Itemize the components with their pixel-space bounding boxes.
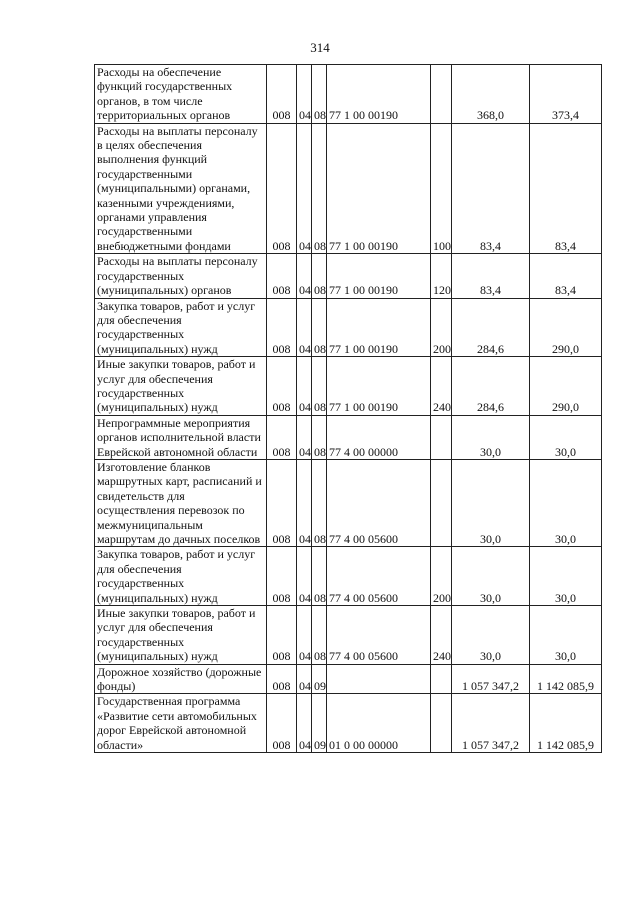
row-amount-year2: 1 142 085,9	[530, 694, 602, 753]
row-section-code: 04	[297, 65, 312, 124]
row-amount-year2: 290,0	[530, 298, 602, 357]
table-row	[95, 459, 602, 546]
row-name: Закупка товаров, работ и услуг для обеспечения государственных (муниципальных) нужд	[95, 547, 267, 606]
row-section-code: 04	[297, 357, 312, 416]
row-target-article: 77 4 00 00000	[327, 415, 431, 459]
row-section-code: 04	[297, 415, 312, 459]
row-name: Расходы на выплаты персоналу в целях обеспечения выполнения функций государственными (муниципальными) органами, казенными учреждениями, органами управления государственными внебюджетными фондами	[95, 123, 267, 254]
row-amount-year1: 368,0	[452, 65, 530, 124]
row-amount-year1: 284,6	[452, 357, 530, 416]
row-amount-year2: 83,4	[530, 254, 602, 298]
row-subsection-code: 08	[312, 459, 327, 546]
row-expense-type: 100	[431, 123, 452, 254]
row-expense-type	[431, 459, 452, 546]
table-row	[95, 415, 602, 459]
row-target-article: 77 1 00 00190	[327, 123, 431, 254]
row-section-code: 04	[297, 694, 312, 753]
row-name: Расходы на обеспечение функций государственных органов, в том числе территориальных органов	[95, 65, 267, 124]
row-subsection-code: 08	[312, 357, 327, 416]
row-expense-type: 240	[431, 357, 452, 416]
row-name: Дорожное хозяйство (дорожные фонды)	[95, 664, 267, 694]
row-ministry-code: 008	[267, 694, 297, 753]
row-name: Непрограммные мероприятия органов исполнительной власти Еврейской автономной области	[95, 415, 267, 459]
row-name: Иные закупки товаров, работ и услуг для обеспечения государственных (муниципальных) нужд	[95, 357, 267, 416]
table-row	[95, 123, 602, 254]
row-section-code: 04	[297, 298, 312, 357]
row-section-code: 04	[297, 547, 312, 606]
table-row	[95, 694, 602, 753]
page-number: 314	[310, 40, 330, 55]
table-row	[95, 254, 602, 298]
row-subsection-code: 08	[312, 254, 327, 298]
row-ministry-code: 008	[267, 415, 297, 459]
row-expense-type	[431, 415, 452, 459]
table-row	[95, 298, 602, 357]
row-ministry-code: 008	[267, 459, 297, 546]
row-amount-year1: 30,0	[452, 547, 530, 606]
row-subsection-code: 08	[312, 547, 327, 606]
row-amount-year1: 1 057 347,2	[452, 664, 530, 694]
row-target-article: 77 4 00 05600	[327, 459, 431, 546]
row-name: Государственная программа «Развитие сети автомобильных дорог Еврейской автономной области»	[95, 694, 267, 753]
row-expense-type: 120	[431, 254, 452, 298]
row-amount-year2: 30,0	[530, 547, 602, 606]
row-expense-type: 200	[431, 298, 452, 357]
row-subsection-code: 09	[312, 664, 327, 694]
table-row	[95, 606, 602, 665]
row-amount-year1: 83,4	[452, 123, 530, 254]
row-amount-year2: 30,0	[530, 606, 602, 665]
row-amount-year2: 1 142 085,9	[530, 664, 602, 694]
row-subsection-code: 08	[312, 298, 327, 357]
row-subsection-code: 08	[312, 415, 327, 459]
row-ministry-code: 008	[267, 357, 297, 416]
row-subsection-code: 08	[312, 606, 327, 665]
row-section-code: 04	[297, 123, 312, 254]
table-body	[95, 65, 602, 753]
row-amount-year2: 30,0	[530, 459, 602, 546]
row-ministry-code: 008	[267, 298, 297, 357]
row-ministry-code: 008	[267, 254, 297, 298]
row-amount-year1: 30,0	[452, 459, 530, 546]
row-ministry-code: 008	[267, 123, 297, 254]
row-ministry-code: 008	[267, 547, 297, 606]
row-subsection-code: 09	[312, 694, 327, 753]
row-target-article: 77 1 00 00190	[327, 254, 431, 298]
row-amount-year2: 30,0	[530, 415, 602, 459]
budget-table	[94, 64, 602, 753]
row-ministry-code: 008	[267, 606, 297, 665]
row-amount-year1: 284,6	[452, 298, 530, 357]
row-amount-year2: 373,4	[530, 65, 602, 124]
row-expense-type: 200	[431, 547, 452, 606]
table-row	[95, 547, 602, 606]
row-expense-type	[431, 694, 452, 753]
row-amount-year2: 290,0	[530, 357, 602, 416]
row-amount-year2: 83,4	[530, 123, 602, 254]
row-subsection-code: 08	[312, 65, 327, 124]
table-row	[95, 65, 602, 124]
row-target-article: 77 1 00 00190	[327, 298, 431, 357]
row-expense-type: 240	[431, 606, 452, 665]
row-section-code: 04	[297, 459, 312, 546]
row-expense-type	[431, 664, 452, 694]
row-name: Изготовление бланков маршрутных карт, расписаний и свидетельств для осуществления перевозок по межмуниципальным маршрутам до дачных поселков	[95, 459, 267, 546]
row-subsection-code: 08	[312, 123, 327, 254]
row-amount-year1: 30,0	[452, 606, 530, 665]
row-target-article: 77 1 00 00190	[327, 65, 431, 124]
row-section-code: 04	[297, 254, 312, 298]
table-row	[95, 357, 602, 416]
row-name: Расходы на выплаты персоналу государственных (муниципальных) органов	[95, 254, 267, 298]
row-target-article: 77 4 00 05600	[327, 547, 431, 606]
row-name: Иные закупки товаров, работ и услуг для обеспечения государственных (муниципальных) нужд	[95, 606, 267, 665]
row-target-article: 01 0 00 00000	[327, 694, 431, 753]
row-section-code: 04	[297, 606, 312, 665]
row-expense-type	[431, 65, 452, 124]
row-ministry-code: 008	[267, 65, 297, 124]
row-amount-year1: 1 057 347,2	[452, 694, 530, 753]
row-target-article	[327, 664, 431, 694]
row-amount-year1: 83,4	[452, 254, 530, 298]
row-name: Закупка товаров, работ и услуг для обеспечения государственных (муниципальных) нужд	[95, 298, 267, 357]
row-section-code: 04	[297, 664, 312, 694]
row-target-article: 77 1 00 00190	[327, 357, 431, 416]
row-target-article: 77 4 00 05600	[327, 606, 431, 665]
row-ministry-code: 008	[267, 664, 297, 694]
row-amount-year1: 30,0	[452, 415, 530, 459]
table-row	[95, 664, 602, 694]
